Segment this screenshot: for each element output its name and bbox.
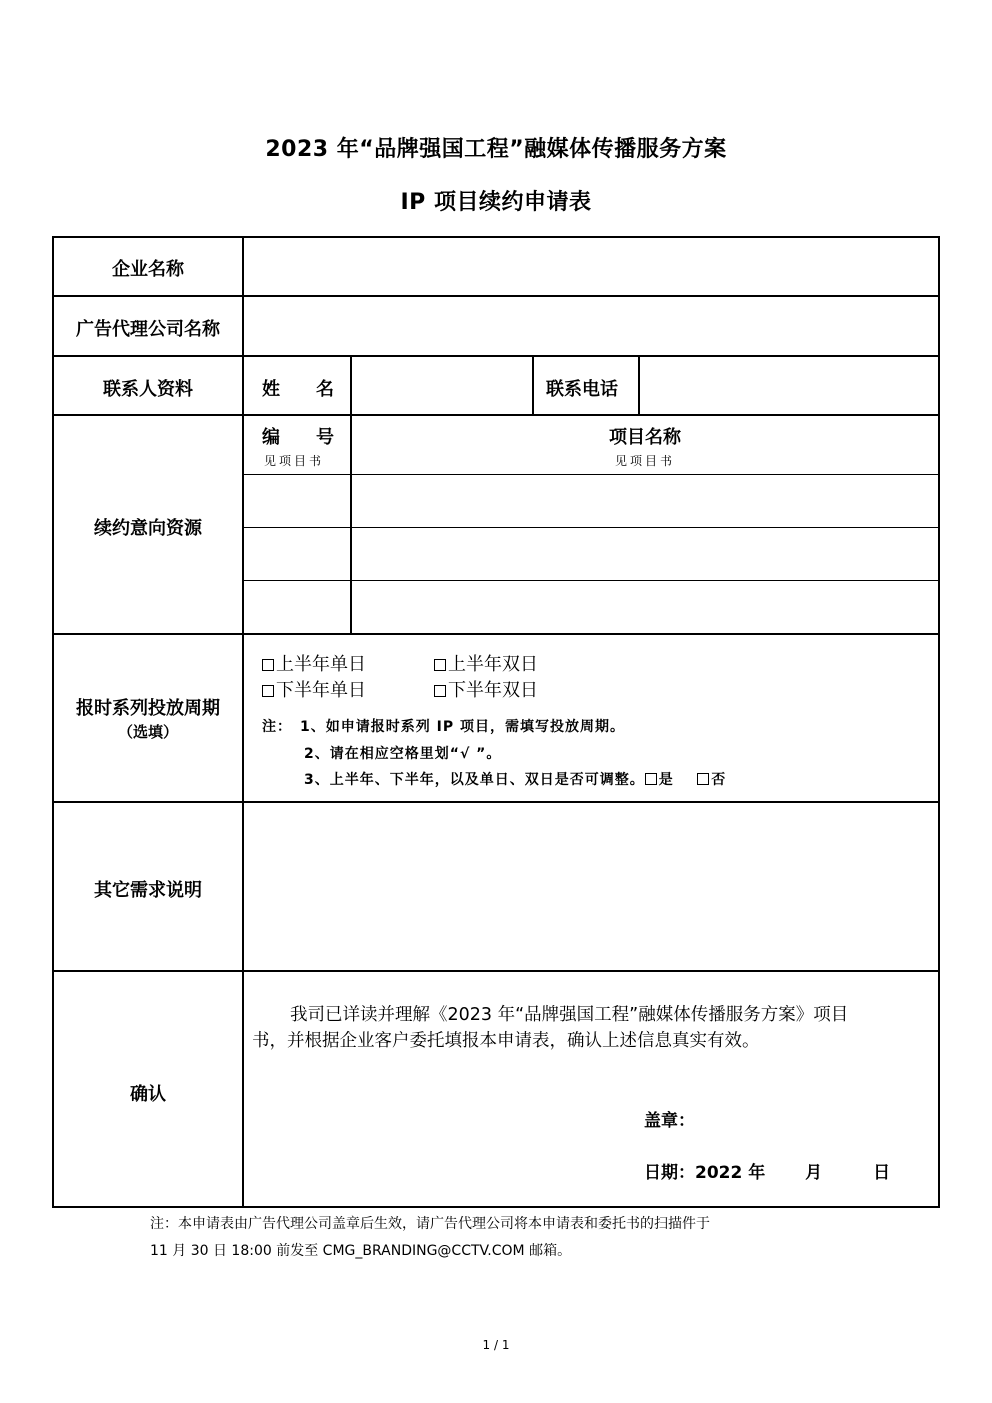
option-second-half-odd-days[interactable]: 下半年单日 <box>262 676 366 702</box>
checkbox-icon <box>434 685 446 697</box>
confirmation-statement-line2: 书，并根据企业客户委托填报本申请表，确认上述信息真实有效。 <box>252 1031 760 1051</box>
resource-name-field-1[interactable] <box>354 478 936 526</box>
checkbox-icon <box>262 685 274 697</box>
item-name-hint: 见项目书 <box>614 454 675 468</box>
item-number-hint: 见项目书 <box>264 454 325 468</box>
resource-number-field-2[interactable] <box>246 531 348 579</box>
contact-name-label: 姓 名 <box>262 379 334 400</box>
contact-phone-label: 联系电话 <box>546 379 618 400</box>
renewal-resources-label: 续约意向资源 <box>94 518 202 539</box>
form-title: 2023 年“品牌强国工程”融媒体传播服务方案 <box>265 137 727 162</box>
schedule-note-3: 3、上半年、下半年，以及单日、双日是否可调整。 是 否 <box>304 772 727 788</box>
item-number-header: 编 号 <box>262 427 334 448</box>
company-name-field[interactable] <box>246 240 936 294</box>
form-subtitle: IP 项目续约申请表 <box>400 190 592 215</box>
resource-number-field-1[interactable] <box>246 478 348 526</box>
other-requirements-field[interactable] <box>246 805 936 969</box>
footnote-line-1: 注：本申请表由广告代理公司盖章后生效，请广告代理公司将本申请表和委托书的扫描件于 <box>150 1216 710 1232</box>
schedule-note-1: 注： 1、如申请报时系列 IP 项目，需填写投放周期。 <box>262 719 625 735</box>
option-second-half-even-days[interactable]: 下半年双日 <box>434 676 538 702</box>
confirmation-statement-line1: 我司已详读并理解《2023 年“品牌强国工程”融媒体传播服务方案》项目 <box>290 1005 849 1025</box>
adjustable-no-checkbox[interactable] <box>697 773 709 785</box>
company-name-label: 企业名称 <box>112 259 184 280</box>
page-number: 1 / 1 <box>482 1338 510 1352</box>
other-requirements-label: 其它需求说明 <box>94 880 202 901</box>
schedule-period-label: 报时系列投放周期 <box>76 698 220 719</box>
agency-name-label: 广告代理公司名称 <box>76 319 220 340</box>
footnote-line-2: 11 月 30 日 18:00 前发至 CMG_BRANDING@CCTV.COM 邮箱。 <box>150 1243 572 1259</box>
adjustable-yes-checkbox[interactable] <box>645 773 657 785</box>
agency-name-field[interactable] <box>246 299 936 353</box>
confirmation-label: 确认 <box>130 1084 166 1105</box>
date-line: 日期：2022 年 月 日 <box>644 1163 891 1183</box>
contact-info-label: 联系人资料 <box>103 379 193 400</box>
contact-name-field[interactable] <box>354 359 530 413</box>
resource-name-field-2[interactable] <box>354 531 936 579</box>
option-first-half-even-days[interactable]: 上半年双日 <box>434 650 538 676</box>
schedule-note-2: 2、请在相应空格里划“√ ”。 <box>304 746 502 762</box>
seal-label: 盖章： <box>644 1111 695 1131</box>
schedule-optional-label: （选填） <box>117 723 178 741</box>
resource-number-field-3[interactable] <box>246 584 348 632</box>
checkbox-icon <box>262 659 274 671</box>
option-first-half-odd-days[interactable]: 上半年单日 <box>262 650 366 676</box>
resource-name-field-3[interactable] <box>354 584 936 632</box>
checkbox-icon <box>434 659 446 671</box>
contact-phone-field[interactable] <box>642 359 936 413</box>
item-name-header: 项目名称 <box>609 427 681 448</box>
